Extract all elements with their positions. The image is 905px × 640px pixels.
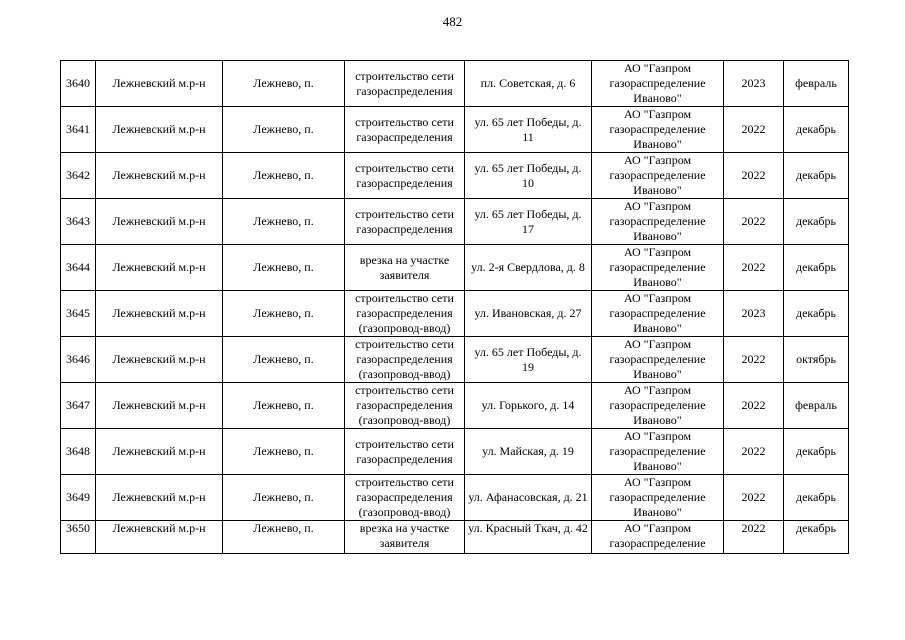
table-row xyxy=(61,383,849,429)
settlement-cell: Лежнево, п. xyxy=(223,153,345,199)
row-number-cell: 3650 xyxy=(61,521,96,554)
month-cell: декабрь xyxy=(784,245,849,291)
address-cell: ул. 65 лет Победы, д. 11 xyxy=(465,107,592,153)
settlement-cell: Лежнево, п. xyxy=(223,245,345,291)
row-number-cell: 3649 xyxy=(61,475,96,521)
table-row xyxy=(61,429,849,475)
registry-table-container xyxy=(60,60,848,550)
year-cell: 2022 xyxy=(724,475,784,521)
table-body xyxy=(61,61,849,554)
address-cell: ул. Афанасовская, д. 21 xyxy=(465,475,592,521)
page-number: 482 xyxy=(442,14,463,29)
district-cell: Лежневский м.р-н xyxy=(96,475,223,521)
month-cell: декабрь xyxy=(784,429,849,475)
row-number-cell: 3642 xyxy=(61,153,96,199)
year-cell: 2022 xyxy=(724,153,784,199)
table-row xyxy=(61,521,849,554)
settlement-cell: Лежнево, п. xyxy=(223,429,345,475)
district-cell: Лежневский м.р-н xyxy=(96,429,223,475)
table-row xyxy=(61,337,849,383)
organization-cell: АО "Газпром газораспределение Иваново" xyxy=(592,61,724,107)
table-row xyxy=(61,245,849,291)
month-cell: декабрь xyxy=(784,107,849,153)
table-row xyxy=(61,199,849,245)
settlement-cell: Лежнево, п. xyxy=(223,107,345,153)
settlement-cell: Лежнево, п. xyxy=(223,199,345,245)
year-cell: 2022 xyxy=(724,199,784,245)
settlement-cell: Лежнево, п. xyxy=(223,291,345,337)
work-type-cell: врезка на участке заявителя xyxy=(345,521,465,554)
table-row xyxy=(61,475,849,521)
row-number-cell: 3640 xyxy=(61,61,96,107)
address-cell: ул. 65 лет Победы, д. 10 xyxy=(465,153,592,199)
organization-cell: АО "Газпром газораспределение Иваново" xyxy=(592,337,724,383)
year-cell: 2022 xyxy=(724,429,784,475)
district-cell: Лежневский м.р-н xyxy=(96,61,223,107)
organization-cell: АО "Газпром газораспределение Иваново" xyxy=(592,383,724,429)
table-row xyxy=(61,153,849,199)
organization-cell: АО "Газпром газораспределение Иваново" xyxy=(592,153,724,199)
address-cell: ул. Горького, д. 14 xyxy=(465,383,592,429)
organization-cell: АО "Газпром газораспределение Иваново" xyxy=(592,475,724,521)
year-cell: 2022 xyxy=(724,521,784,554)
address-cell: ул. Ивановская, д. 27 xyxy=(465,291,592,337)
district-cell: Лежневский м.р-н xyxy=(96,383,223,429)
address-cell: ул. 2-я Свердлова, д. 8 xyxy=(465,245,592,291)
row-number-cell: 3641 xyxy=(61,107,96,153)
month-cell: февраль xyxy=(784,383,849,429)
year-cell: 2022 xyxy=(724,245,784,291)
district-cell: Лежневский м.р-н xyxy=(96,199,223,245)
work-type-cell: строительство сети газораспределения (газопровод-ввод) xyxy=(345,291,465,337)
year-cell: 2023 xyxy=(724,291,784,337)
month-cell: декабрь xyxy=(784,475,849,521)
address-cell: пл. Советская, д. 6 xyxy=(465,61,592,107)
row-number-cell: 3647 xyxy=(61,383,96,429)
year-cell: 2022 xyxy=(724,383,784,429)
month-cell: февраль xyxy=(784,61,849,107)
district-cell: Лежневский м.р-н xyxy=(96,521,223,554)
row-number-cell: 3646 xyxy=(61,337,96,383)
table-row xyxy=(61,107,849,153)
work-type-cell: строительство сети газораспределения (газопровод-ввод) xyxy=(345,383,465,429)
district-cell: Лежневский м.р-н xyxy=(96,153,223,199)
district-cell: Лежневский м.р-н xyxy=(96,245,223,291)
work-type-cell: строительство сети газораспределения (газопровод-ввод) xyxy=(345,475,465,521)
work-type-cell: строительство сети газораспределения (газопровод-ввод) xyxy=(345,337,465,383)
table-row xyxy=(61,61,849,107)
work-type-cell: строительство сети газораспределения xyxy=(345,199,465,245)
address-cell: ул. Красный Ткач, д. 42 xyxy=(465,521,592,554)
organization-cell: АО "Газпром газораспределение Иваново" xyxy=(592,107,724,153)
district-cell: Лежневский м.р-н xyxy=(96,291,223,337)
district-cell: Лежневский м.р-н xyxy=(96,337,223,383)
settlement-cell: Лежнево, п. xyxy=(223,383,345,429)
settlement-cell: Лежнево, п. xyxy=(223,521,345,554)
work-type-cell: строительство сети газораспределения xyxy=(345,153,465,199)
year-cell: 2023 xyxy=(724,61,784,107)
row-number-cell: 3648 xyxy=(61,429,96,475)
address-cell: ул. 65 лет Победы, д. 19 xyxy=(465,337,592,383)
month-cell: декабрь xyxy=(784,153,849,199)
address-cell: ул. 65 лет Победы, д. 17 xyxy=(465,199,592,245)
settlement-cell: Лежнево, п. xyxy=(223,61,345,107)
year-cell: 2022 xyxy=(724,107,784,153)
work-type-cell: врезка на участке заявителя xyxy=(345,245,465,291)
month-cell: декабрь xyxy=(784,199,849,245)
organization-cell: АО "Газпром газораспределение Иваново" xyxy=(592,291,724,337)
registry-table xyxy=(60,60,849,554)
work-type-cell: строительство сети газораспределения xyxy=(345,107,465,153)
month-cell: декабрь xyxy=(784,521,849,554)
row-number-cell: 3643 xyxy=(61,199,96,245)
row-number-cell: 3645 xyxy=(61,291,96,337)
settlement-cell: Лежнево, п. xyxy=(223,475,345,521)
organization-cell: АО "Газпром газораспределение Иваново" xyxy=(592,429,724,475)
address-cell: ул. Майская, д. 19 xyxy=(465,429,592,475)
organization-cell: АО "Газпром газораспределение Иваново" xyxy=(592,199,724,245)
table-row xyxy=(61,291,849,337)
district-cell: Лежневский м.р-н xyxy=(96,107,223,153)
month-cell: октябрь xyxy=(784,337,849,383)
work-type-cell: строительство сети газораспределения xyxy=(345,429,465,475)
row-number-cell: 3644 xyxy=(61,245,96,291)
work-type-cell: строительство сети газораспределения xyxy=(345,61,465,107)
settlement-cell: Лежнево, п. xyxy=(223,337,345,383)
organization-cell: АО "Газпром газораспределение Иваново" xyxy=(592,245,724,291)
organization-cell: АО "Газпром газораспределение xyxy=(592,521,724,554)
month-cell: декабрь xyxy=(784,291,849,337)
year-cell: 2022 xyxy=(724,337,784,383)
